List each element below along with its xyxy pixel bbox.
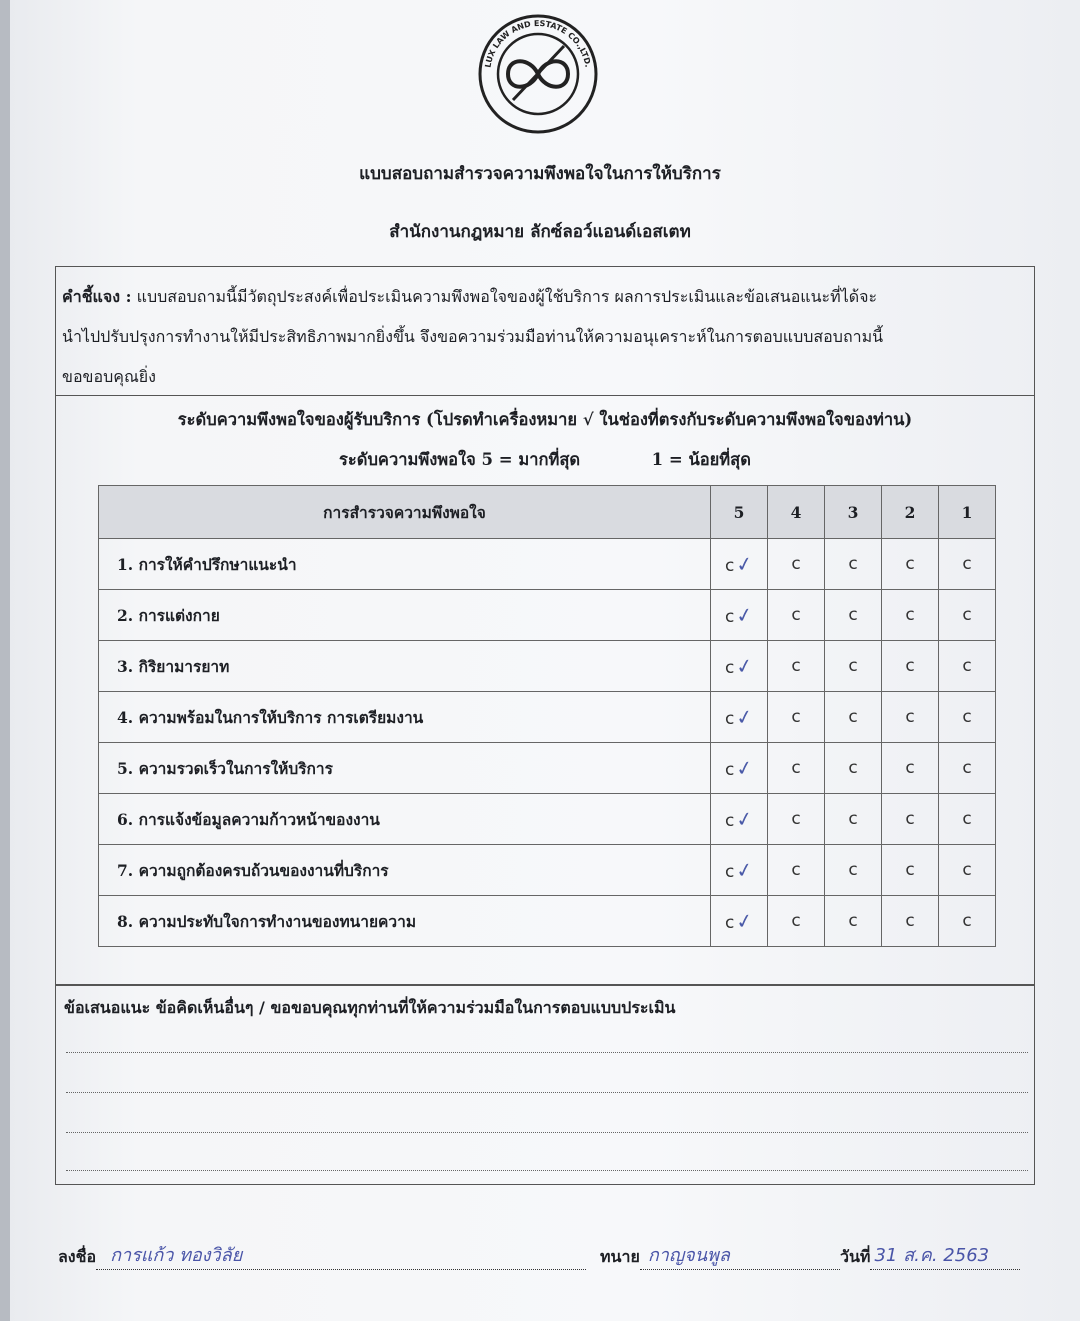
date-line[interactable] [870,1240,1020,1270]
radio-icon[interactable]: c [848,911,858,931]
instructions-line-1 [62,275,1028,319]
row-label: 8. ความประทับใจการทำงานของทนายความ [99,896,711,947]
radio-icon[interactable]: c [905,554,915,574]
row-label: 1. การให้คำปรึกษาแนะนำ [99,539,711,590]
radio-icon[interactable]: c [962,860,972,880]
radio-icon[interactable]: c [724,811,735,831]
checkmark-icon: ✓ [734,907,756,935]
rating-cell-4[interactable] [768,692,825,743]
radio-icon[interactable]: c [848,860,858,880]
table-body [99,539,996,947]
scale-legend [56,447,1034,473]
table-row [99,692,996,743]
comment-line[interactable] [66,1092,1028,1093]
checkmark-icon: ✓ [734,703,756,731]
rating-cell-5[interactable] [711,539,768,590]
rating-cell-1[interactable] [939,539,996,590]
radio-icon[interactable]: c [848,554,858,574]
radio-icon[interactable]: c [724,709,735,729]
radio-icon[interactable]: c [962,656,972,676]
form-title: แบบสอบถามสำรวจความพึงพอใจในการให้บริการ [359,164,721,184]
radio-icon[interactable]: c [848,758,858,778]
comment-line[interactable] [66,1052,1028,1053]
radio-icon[interactable]: c [962,758,972,778]
row-label: 2. การแต่งกาย [99,590,711,641]
rating-cell-1[interactable] [939,590,996,641]
rating-cell-2[interactable] [882,743,939,794]
rating-cell-2[interactable] [882,539,939,590]
rating-cell-3[interactable] [825,845,882,896]
radio-icon[interactable]: c [724,607,735,627]
table-row [99,743,996,794]
radio-icon[interactable]: c [791,911,801,931]
signature-name-label: ลงชื่อ [58,1247,97,1266]
rating-cell-4[interactable] [768,539,825,590]
table-header-level-2: 2 [882,486,939,539]
radio-icon[interactable]: c [962,554,972,574]
radio-icon[interactable]: c [962,605,972,625]
rating-cell-2[interactable] [882,692,939,743]
radio-icon[interactable]: c [724,862,735,882]
rating-cell-1[interactable] [939,692,996,743]
scale-legend-low: 1 = น้อยที่สุด [651,450,751,469]
checkmark-icon: ✓ [734,754,756,782]
radio-icon[interactable]: c [905,656,915,676]
rating-cell-1[interactable] [939,743,996,794]
table-header-level-5: 5 [711,486,768,539]
lawyer-value: กาญจนพูล [647,1245,730,1266]
rating-cell-2[interactable] [882,794,939,845]
svg-text:LUX LAW AND ESTATE CO.,LTD.: LUX LAW AND ESTATE CO.,LTD. [483,18,593,69]
radio-icon[interactable]: c [905,860,915,880]
rating-cell-3[interactable] [825,590,882,641]
row-label: 4. ความพร้อมในการให้บริการ การเตรียมงาน [99,692,711,743]
radio-icon[interactable]: c [905,809,915,829]
lawyer-label: ทนาย [600,1247,640,1266]
date-field [840,1240,1020,1270]
rating-cell-5[interactable] [711,590,768,641]
checkmark-icon: ✓ [734,601,756,629]
rating-cell-5[interactable] [711,692,768,743]
radio-icon[interactable]: c [848,809,858,829]
checkmark-icon: ✓ [734,652,756,680]
company-seal-logo [468,12,608,137]
rating-cell-5[interactable] [711,845,768,896]
table-header-row [99,486,996,539]
rating-cell-2[interactable] [882,641,939,692]
rating-cell-5[interactable] [711,743,768,794]
radio-icon[interactable]: c [724,556,735,576]
rating-cell-1[interactable] [939,896,996,947]
instructions-line-2: นำไปปรับปรุงการทำงานให้มีประสิทธิภาพมากยิ่งขึ้น จึงขอความร่วมมือท่านให้ความอนุเคราะห์ในการตอบแบบสอบถามนี้ [62,327,884,346]
rating-cell-4[interactable] [768,896,825,947]
table-row [99,896,996,947]
table-row [99,590,996,641]
table-header-topic: การสำรวจความพึงพอใจ [99,486,711,539]
radio-icon[interactable]: c [724,760,735,780]
rating-cell-1[interactable] [939,845,996,896]
radio-icon[interactable]: c [905,707,915,727]
table-row [99,641,996,692]
date-value: 31 ส.ค. 2563 [874,1245,990,1266]
rating-cell-1[interactable] [939,794,996,845]
rating-cell-5[interactable] [711,641,768,692]
table-header-level-4: 4 [768,486,825,539]
table-row [99,539,996,590]
rating-cell-3[interactable] [825,539,882,590]
rating-cell-4[interactable] [768,590,825,641]
comments-box [55,985,1035,1185]
checkmark-icon: ✓ [734,856,756,884]
lawyer-field [600,1240,840,1270]
signature-name-line[interactable] [96,1240,586,1270]
rating-cell-2[interactable] [882,896,939,947]
row-label: 6. การแจ้งข้อมูลความก้าวหน้าของงาน [99,794,711,845]
scale-heading: ระดับความพึงพอใจของผู้รับบริการ (โปรดทำเครื่องหมาย √ ในช่องที่ตรงกับระดับความพึงพอใจของท่าน) [177,410,913,429]
rating-cell-4[interactable] [768,794,825,845]
radio-icon[interactable]: c [791,605,801,625]
radio-icon[interactable]: c [791,860,801,880]
comment-line[interactable] [66,1170,1028,1171]
scale-legend-high: ระดับความพึงพอใจ 5 = มากที่สุด [339,450,581,469]
radio-icon[interactable]: c [791,656,801,676]
radio-icon[interactable]: c [791,554,801,574]
radio-icon[interactable]: c [791,809,801,829]
satisfaction-section [55,395,1035,985]
rating-cell-2[interactable] [882,845,939,896]
instructions-line-3: ขอขอบคุณยิ่ง [62,367,156,386]
rating-cell-3[interactable] [825,641,882,692]
row-label: 3. กิริยามารยาท [99,641,711,692]
rating-cell-1[interactable] [939,641,996,692]
radio-icon[interactable]: c [962,809,972,829]
comments-heading: ข้อเสนอแนะ ข้อคิดเห็นอื่นๆ / ขอขอบคุณทุกท่านที่ให้ความร่วมมือในการตอบแบบประเมิน [64,998,676,1017]
office-name: สำนักงานกฎหมาย ลักซ์ลอว์แอนด์เอสเตท [389,222,691,242]
instructions-label: คำชี้แจง : [62,287,132,306]
rating-cell-4[interactable] [768,641,825,692]
rating-cell-3[interactable] [825,692,882,743]
rating-cell-2[interactable] [882,590,939,641]
rating-cell-4[interactable] [768,845,825,896]
radio-icon[interactable]: c [905,605,915,625]
rating-cell-3[interactable] [825,794,882,845]
radio-icon[interactable]: c [848,707,858,727]
instructions-box [55,266,1035,396]
signature-name-value: การแก้ว ทองวิลัย [110,1245,243,1266]
checkmark-icon: ✓ [734,550,756,578]
table-row [99,794,996,845]
rating-cell-4[interactable] [768,743,825,794]
radio-icon[interactable]: c [962,911,972,931]
comment-line[interactable] [66,1132,1028,1133]
table-header-level-1: 1 [939,486,996,539]
radio-icon[interactable]: c [905,911,915,931]
radio-icon[interactable]: c [724,658,735,678]
signature-name-field [58,1240,586,1270]
radio-icon[interactable]: c [962,707,972,727]
radio-icon[interactable]: c [848,605,858,625]
table-row [99,845,996,896]
checkmark-icon: ✓ [734,805,756,833]
radio-icon[interactable]: c [848,656,858,676]
row-label: 5. ความรวดเร็วในการให้บริการ [99,743,711,794]
rating-cell-3[interactable] [825,896,882,947]
radio-icon[interactable]: c [724,913,735,933]
rating-cell-5[interactable] [711,896,768,947]
row-label: 7. ความถูกต้องครบถ้วนของงานที่บริการ [99,845,711,896]
satisfaction-table [98,485,996,947]
radio-icon[interactable]: c [791,758,801,778]
table-header-level-3: 3 [825,486,882,539]
radio-icon[interactable]: c [905,758,915,778]
rating-cell-3[interactable] [825,743,882,794]
date-label: วันที่ [840,1247,871,1266]
instructions-text-1: แบบสอบถามนี้มีวัตถุประสงค์เพื่อประเมินความพึงพอใจของผู้ใช้บริการ ผลการประเมินและข้อเสนอแนะที่ได้จะ [136,287,878,306]
lawyer-line[interactable] [640,1240,840,1270]
radio-icon[interactable]: c [791,707,801,727]
rating-cell-5[interactable] [711,794,768,845]
